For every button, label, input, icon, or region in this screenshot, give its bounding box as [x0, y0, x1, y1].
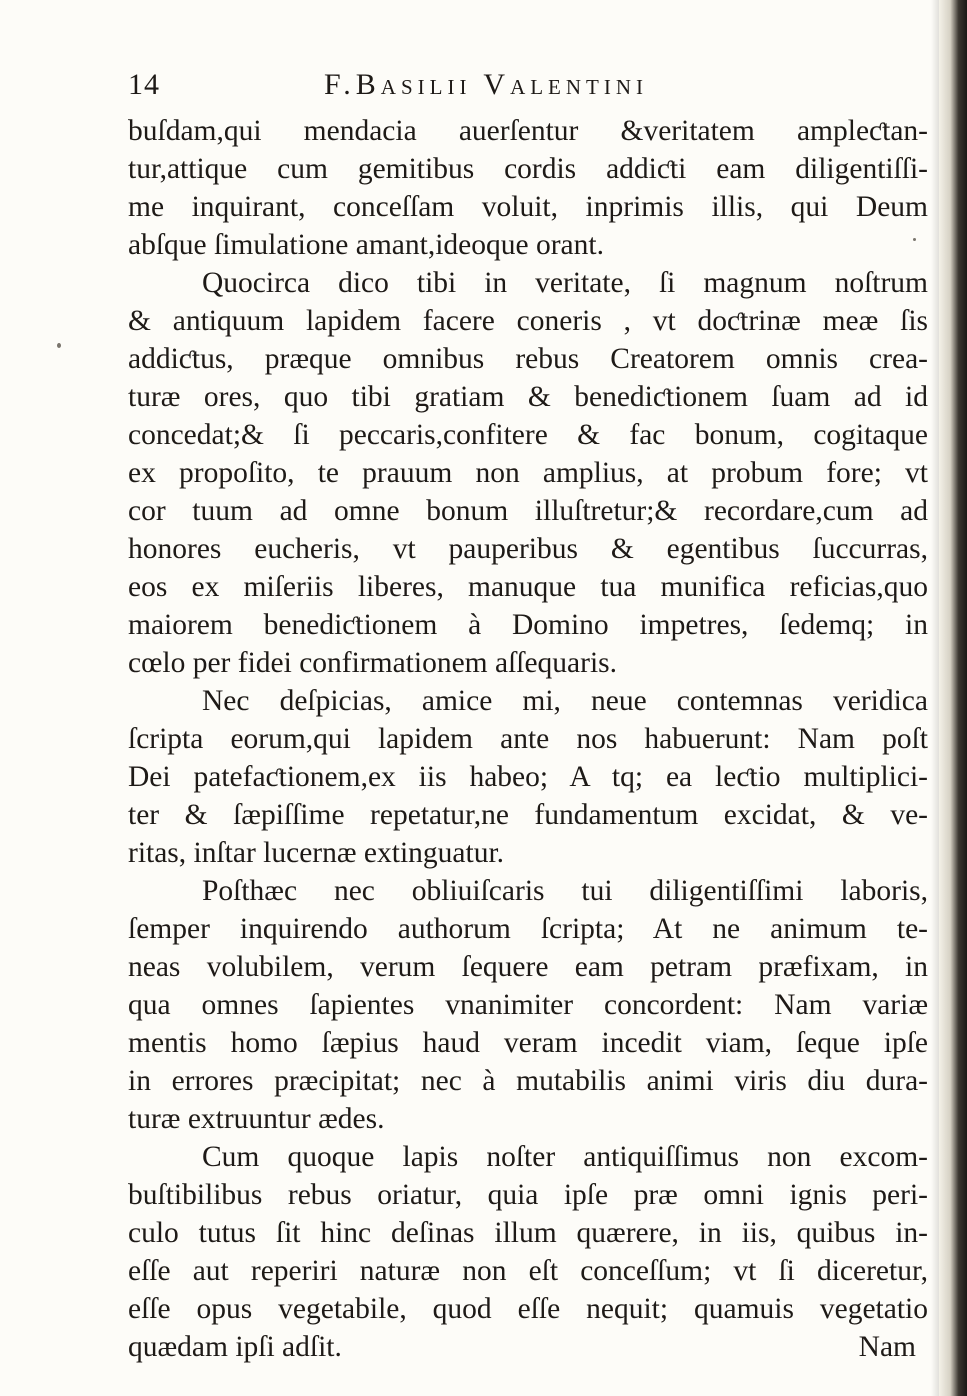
text-line: Cum quoque lapis noſter antiquiſſimus non excom-	[202, 1141, 928, 1173]
text-line: me inquirant, conceſſam voluit, inprimis illis, qui Deum	[128, 191, 928, 223]
text-line: turæ ores, quo tibi gratiam & benediƈtionem ſuam ad id	[128, 381, 928, 413]
text-line: Dei patefaƈtionem,ex iis habeo; A tq; ea leƈtio multiplici-	[128, 761, 928, 793]
text-line: cœlo per fidei confirmationem aſſequaris.	[128, 647, 618, 679]
text-line: cor tuum ad omne bonum illuſtretur;& recordare,cum ad	[128, 495, 928, 527]
text-line: ritas, inſtar lucernæ extinguatur.	[128, 837, 505, 869]
text-line: ſemper inquirendo authorum ſcripta; At ne animum te-	[128, 913, 928, 945]
text-line: eos ex miſeriis liberes, manuque tua munifica reficias,quo	[128, 571, 928, 603]
text-line: ex propoſito, te prauum non amplius, at probum fore; vt	[128, 457, 928, 489]
text-line: Quocirca dico tibi in veritate, ſi magnum noſtrum	[202, 267, 928, 299]
text-line: & antiquum lapidem facere coneris , vt doƈtrinæ meæ ſis	[128, 305, 928, 337]
text-line: ſcripta eorum,qui lapidem ante nos habuerunt: Nam poſt	[128, 723, 928, 755]
text-line-with-catchword	[128, 1328, 928, 1366]
page-number: 14	[128, 68, 160, 101]
text-line: eſſe opus vegetabile, quod eſſe nequit; quamuis vegetatio	[128, 1293, 928, 1325]
page-header	[128, 66, 928, 110]
text-line: turæ extruuntur ædes.	[128, 1103, 385, 1135]
text-line: concedat;& ſi peccaris,confitere & fac bonum, cogitaque	[128, 419, 928, 451]
text-line: ter & ſæpiſſime repetatur,ne fundamentum excidat, & ve-	[128, 799, 928, 831]
text-line: Nec deſpicias, amice mi, neue contemnas veridica	[202, 685, 928, 717]
catchword: Nam	[858, 1331, 916, 1363]
text-line: neas volubilem, verum ſequere eam petram præfixam, in	[128, 951, 928, 983]
text-line: honores eucheris, vt pauperibus & egentibus ſuccurras,	[128, 533, 928, 565]
text-line: qua omnes ſapientes vnanimiter concordent: Nam variæ	[128, 989, 928, 1021]
page-binding-edge	[939, 0, 967, 1396]
text-line: buſtibilibus rebus oriatur, quia ipſe præ omni ignis peri-	[128, 1179, 928, 1211]
paper-speck	[57, 343, 61, 348]
text-line: mentis homo ſæpius haud veram incedit viam, ſeque ipſe	[128, 1027, 928, 1059]
text-line: addiƈtus, præque omnibus rebus Creatorem omnis crea-	[128, 343, 928, 375]
text-line: abſque ſimulatione amant,ideoque orant.	[128, 229, 604, 261]
running-head: F.Basilii Valentini	[324, 68, 649, 101]
text-line: in errores præcipitat; nec à mutabilis animi viris diu dura-	[128, 1065, 928, 1097]
text-line: eſſe aut reperiri naturæ non eſt conceſſum; vt ſi diceretur,	[128, 1255, 928, 1287]
text-line: tur,attique cum gemitibus cordis addiƈti eam diligentiſſi-	[128, 153, 928, 185]
text-line: buſdam,qui mendacia auerſentur &veritatem ampleƈtan-	[128, 115, 928, 147]
text-line: Poſthæc nec obliuiſcaris tui diligentiſſimi laboris,	[202, 875, 928, 907]
text-line: quædam ipſi adſit.	[128, 1331, 342, 1363]
text-line: maiorem benediƈtionem à Domino impetres, ſedemq; in	[128, 609, 928, 641]
body-text	[128, 112, 928, 1366]
text-line: culo tutus ſit hinc deſinas illum quærere, in iis, quibus in-	[128, 1217, 928, 1249]
